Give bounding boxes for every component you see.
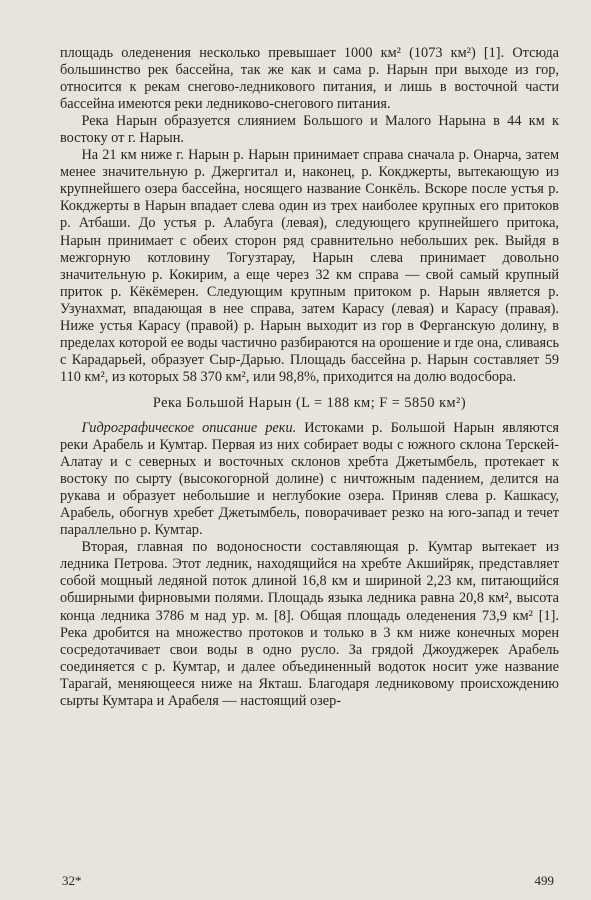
printer-signature: 32* (62, 873, 82, 888)
paragraph-kumtar: Вторая, главная по водоносности составляющая р. Кумтар вытекает из ледника Петрова. Этот ледник, находящийся на хребте Акшийряк, представляет собой мощный ледяной поток длиной 16,8 км и шириной 2,23 км, питающийся обширными фирновыми полями. Площадь языка ледника равна 20,8 км², высота конца ледника 3786 м над ур. м. [8]. Общая площадь оледенения 73,9 км² [1]. Река дробится на множество протоков и только в 3 км ниже конечных морен сосредотачивает свои воды в одно русло. За грядой Джоуджерек Арабель соединяется с р. Кумтар, и далее объединенный водоток носит уже название Тарагай, меняющееся ниже на Якташ. Благодаря ледниковому происхождению сырты Кумтара и Арабеля — настоящий озер- (60, 539, 559, 709)
paragraph-hydro-description (60, 420, 559, 539)
section-heading (60, 395, 559, 412)
paragraph-glaciation: площадь оледенения несколько превышает 1000 км² (1073 км²) [1]. Отсюда большинство рек бассейна, так же как и сама р. Нарын при выходе из гор, относится к рекам снегово-ледникового питания, и лишь в восточной части бассейна имеются реки ледниково-снегового питания. (60, 45, 559, 113)
body-text (60, 45, 559, 710)
paragraph-tributaries: На 21 км ниже г. Нарын р. Нарын принимает справа сначала р. Онарча, затем менее значительную р. Джергитал и, наконец, р. Кокджерты, вытекающую из крупнейшего озера бассейна, носящего название Сонкёль. Вскоре после устья р. Кокджерты в Нарын впадает слева один из трех наиболее крупных его притоков р. Атбаши. До устья р. Алабуга (левая), следующего крупнейшего притока, Нарын принимает с обеих сторон ряд сравнительно небольших рек. Выйдя в межгорную котловину Тогузтарау, Нарын слева принимает довольно значительную р. Кокирим, а еще через 32 км справа — свой самый крупный приток р. Кёкёмерен. Следующим крупным притоком р. Нарын является р. Узунахмат, впадающая в нее справа, затем Карасу (левая) и Карасу (правая). Ниже устья Карасу (правой) р. Нарын выходит из гор в Ферганскую долину, в пределах которой ее воды частично разбираются на орошение и где она, сливаясь с Карадарьей, образует Сыр-Дарью. Площадь бассейна р. Нарын составляет 59 110 км², из которых 58 370 км², или 98,8%, приходится на долю водосбора. (60, 147, 559, 385)
page-footer (60, 872, 559, 889)
paragraph-hydro-text: Истоками р. Большой Нарын являются реки Арабель и Кумтар. Первая из них собирает воды с южного склона Терскей-Алатау и с северных и восточных склонов хребта Джетымбель, протекает к востоку по сырту (высокогорной долине) с ничтожным падением, делится на рукава и образует небольшие и неглубокие озера. Приняв слева р. Кашкасу, Арабель, обогнув хребет Джетымбель, поворачивает резко на юго-запад и течет параллельно р. Кумтар. (60, 419, 559, 539)
section-title: Река Большой Нарын (152, 394, 292, 411)
paragraph-origin: Река Нарын образуется слиянием Большого и Малого Нарына в 44 км к востоку от г. Нарын. (60, 113, 559, 147)
section-params: (L = 188 км; F = 5850 км²) (296, 394, 467, 411)
page-number: 499 (534, 873, 554, 888)
paragraph-lead-in: Гидрографическое описание реки. (81, 419, 297, 436)
